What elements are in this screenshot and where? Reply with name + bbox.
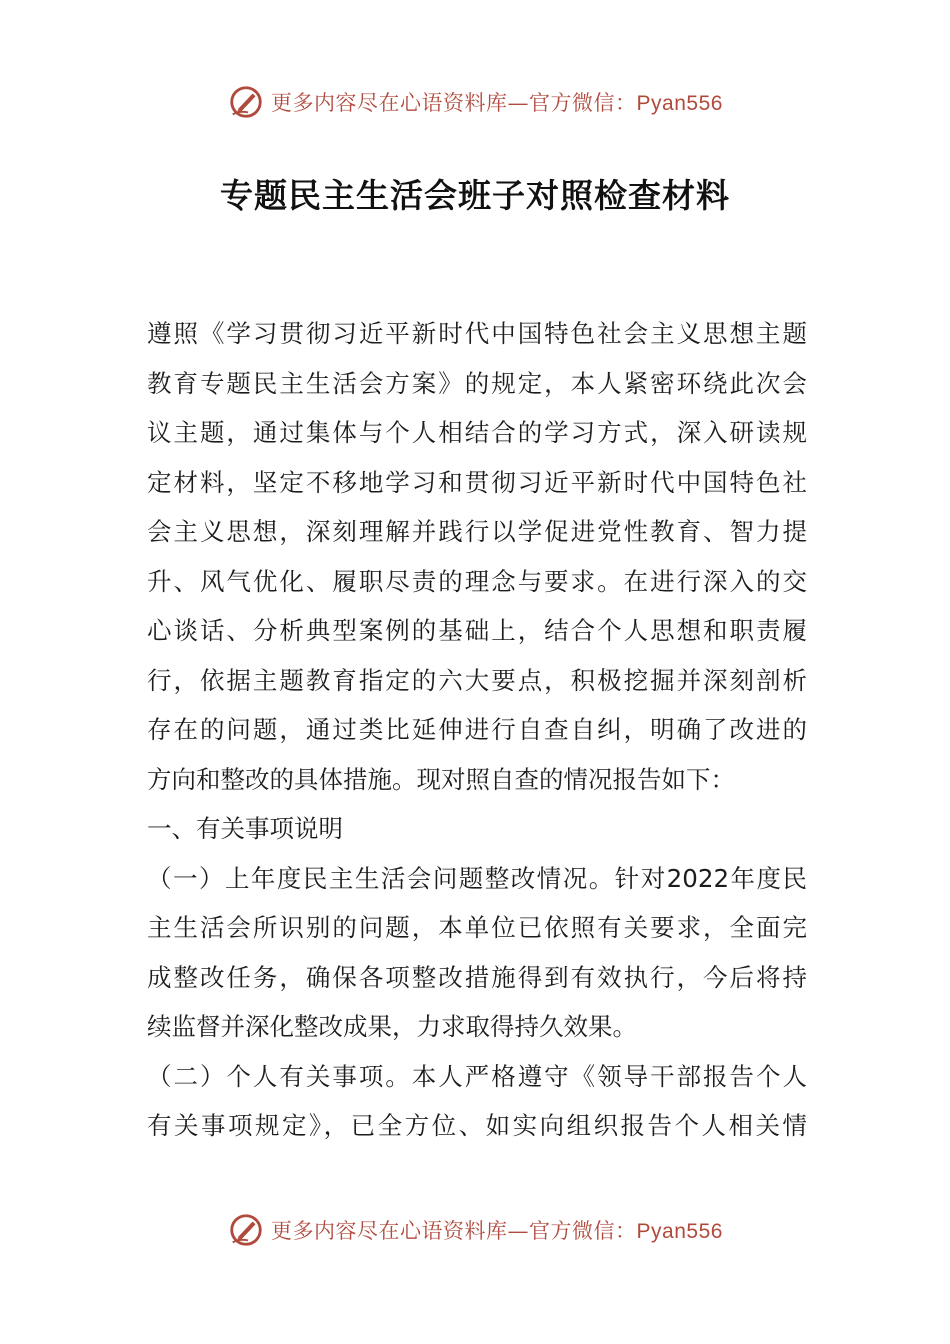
- body-line: 遵照《学习贯彻习近平新时代中国特色社会主义思想主题: [147, 319, 807, 348]
- body-line: 定材料，坚定不移地学习和贯彻习近平新时代中国特色社: [147, 467, 807, 497]
- watermark-label: 官方微信：: [529, 91, 637, 115]
- document-body: [147, 309, 807, 1151]
- body-line: （一）上年度民主生活会问题整改情况。针对2022年度民: [147, 863, 807, 893]
- footer-watermark: [0, 1208, 950, 1252]
- body-line: 存在的问题，通过类比延伸进行自查自纠，明确了改进的: [147, 715, 807, 744]
- body-line: 有关事项规定》，已全方位、如实向组织报告个人相关情: [147, 1111, 807, 1140]
- watermark-separator: —: [507, 91, 530, 115]
- body-line: 议主题，通过集体与个人相结合的学习方式，深入研读规: [147, 418, 807, 447]
- body-line: 成整改任务，确保各项整改措施得到有效执行，今后将持: [147, 962, 807, 992]
- watermark-text: 更多内容尽在心语资料库: [271, 1219, 508, 1243]
- body-line: 行，依据主题教育指定的六大要点，积极挖掘并深刻剖析: [147, 665, 807, 695]
- section-heading: 一、有关事项说明: [147, 814, 343, 843]
- body-line: 教育专题民主生活会方案》的规定，本人紧密环绕此次会: [147, 368, 807, 398]
- body-line: 心谈话、分析典型案例的基础上，结合个人思想和职责履: [147, 616, 807, 645]
- body-line: 会主义思想，深刻理解并践行以学促进党性教育、智力提: [147, 517, 807, 546]
- header-watermark: [0, 80, 950, 124]
- watermark-separator: —: [507, 1219, 530, 1243]
- watermark-id: Pyan556: [636, 1220, 723, 1243]
- watermark-text: 更多内容尽在心语资料库: [271, 91, 508, 115]
- watermark-id: Pyan556: [636, 92, 723, 115]
- body-line: 主生活会所识别的问题，本单位已依照有关要求，全面完: [147, 913, 807, 942]
- body-line: （二）个人有关事项。本人严格遵守《领导干部报告个人: [147, 1061, 807, 1091]
- watermark-label: 官方微信：: [529, 1219, 637, 1243]
- body-line: 方向和整改的具体措施。现对照自查的情况报告如下：: [147, 764, 735, 794]
- body-line: 续监督并深化整改成果，力求取得持久效果。: [147, 1012, 637, 1041]
- pen-logo-icon: [227, 1211, 265, 1249]
- pen-logo-icon: [227, 83, 265, 121]
- document-title: 专题民主生活会班子对照检查材料: [220, 176, 730, 215]
- body-line: 升、风气优化、履职尽责的理念与要求。在进行深入的交: [147, 566, 807, 596]
